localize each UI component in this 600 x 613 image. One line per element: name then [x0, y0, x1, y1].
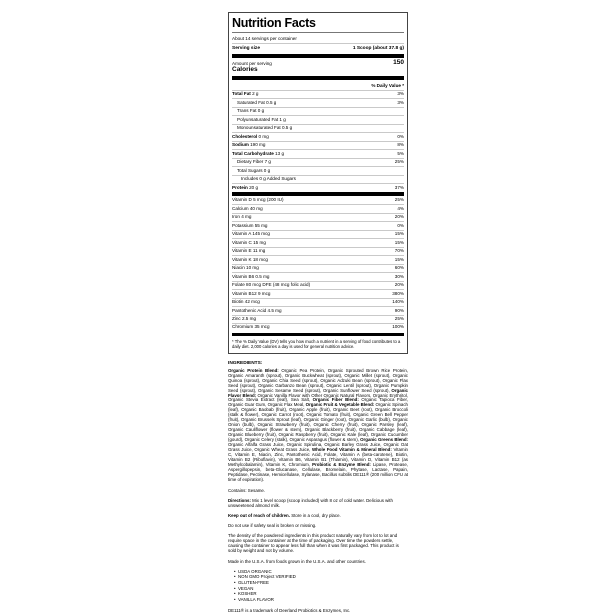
nutrient-row: Iron 4 mg 20% — [232, 213, 404, 221]
density-note: The density of the powdered ingredients in this product naturally vary from lot to lot and require space in the container at the time of packaging. Over time the powders settle, causing the container to appear less full than when it was first packaged. This product is sold by weight and not by volume. — [228, 533, 399, 554]
nutrient-row: Cholesterol 0 mg 0% — [232, 132, 404, 140]
amount-per-serving-label: Amount per serving — [232, 60, 272, 66]
calories-label: Calories — [232, 66, 258, 73]
keep-away-label: Keep out of reach of children. — [228, 512, 290, 518]
nutrient-row: Trans Fat 0 g — [232, 107, 404, 115]
contains-statement: Contains: Sesame. — [228, 487, 266, 493]
nutrient-row: Folate 80 mcg DFE (48 mcg folic acid) 20% — [232, 281, 404, 289]
directions-text: Mix 1 level scoop (scoop included) with 8 oz of cold water. Delicious with unsweetened almond milk. — [228, 497, 393, 508]
nutrient-row: Pantothenic Acid 4.5 mg 90% — [232, 306, 404, 314]
nutrient-row: Polyunsaturated Fat 1 g — [232, 115, 404, 123]
calories-value: 150 — [393, 59, 404, 66]
nutrient-row: Saturated Fat 0.5 g 3% — [232, 98, 404, 106]
nutrient-row: Total Sugars 0 g — [232, 166, 404, 174]
directions — [228, 498, 408, 508]
certification-badge: • NON GMO Project VERIFIED — [234, 574, 408, 580]
serving-size-value: 1 Scoop (about 37.8 g) — [352, 46, 404, 51]
macronutrient-rows — [232, 90, 404, 192]
certification-badge: • VEGAN — [234, 586, 408, 592]
nutrient-row: Vitamin B12 9 mcg 380% — [232, 289, 404, 297]
nutrition-label-panel — [228, 12, 408, 613]
daily-value-footnote: * The % Daily Value (DV) tells you how much a nutrient in a serving of food contributes to a daily diet. 2,000 calories a day is used for general nutrition advice. — [232, 338, 401, 349]
nutrition-facts-box — [228, 12, 408, 354]
certification-badge-list — [234, 569, 408, 603]
nutrient-row: Potassium 55 mg 0% — [232, 221, 404, 229]
ingredients-section — [228, 361, 408, 483]
divider-bar — [232, 333, 404, 336]
nutrient-row: Sodium 190 mg 8% — [232, 141, 404, 149]
nutrient-row: Vitamin D 5 mcg (200 IU) 25% — [232, 197, 404, 203]
nutrient-row: Vitamin K 18 mcg 15% — [232, 255, 404, 263]
certification-badge: • KOSHER — [234, 591, 408, 597]
trademark-note: DE111® is a trademark of Deerland Probiotics & Enzymes, Inc. — [228, 607, 351, 613]
nutrient-row: Calcium 40 mg 4% — [232, 204, 404, 212]
serving-size-row — [232, 44, 404, 54]
nutrient-row: Biotin 42 mcg 140% — [232, 298, 404, 306]
nutrient-row: Chromium 35 mcg 100% — [232, 323, 404, 331]
origin-note: Made in the U.S.A. from foods grown in the U.S.A. and other countries. — [228, 558, 366, 564]
nutrient-row: Total Fat 2 g 3% — [232, 90, 404, 98]
divider-bar — [232, 76, 404, 81]
servings-per-container: About 14 servings per container — [232, 33, 404, 44]
nutrition-facts-title: Nutrition Facts — [232, 15, 404, 33]
daily-value-header: % Daily Value * — [371, 83, 404, 88]
divider-bar — [232, 54, 404, 58]
ingredients-heading: INGREDIENTS: — [228, 360, 263, 366]
nutrient-row: Dietary Fiber 7 g 25% — [232, 158, 404, 166]
certification-badge: • GLUTEN-FREE — [234, 580, 408, 586]
seal-warning: Do not use if safety seal is broken or missing. — [228, 523, 317, 529]
nutrient-row: Includes 0 g Added Sugars — [232, 175, 404, 183]
nutrient-row: Vitamin B6 0.5 mg 30% — [232, 272, 404, 280]
nutrient-row: Protein 20 g 37% — [232, 183, 404, 191]
nutrient-row: Monounsaturated Fat 0.5 g — [232, 124, 404, 132]
micronutrient-rows — [232, 197, 404, 332]
ingredients-text: Organic Protein Blend: Organic Pea Protein, Organic Sprouted Brown Rice Protein, Organic Amaranth (sprout), Organic Buckwheat (sprout), Organic Millet (sprout), Organic Quinoa (sprout), Organic Chia Seed (sprout), Organic Adzuki Bean (sprout), Organic Flax Seed (sprout), Organic Garbanzo Bean (sprout), Organic Lentil (sprout), Organic Pumpkin Seed (sprout), Organic Sesame Seed (sprout), Organic Sunflower Seed (sprout), Organic Flavor Blend: Organic Vanilla Flavor with Other Organic Natural Flavors, Organic Erythritol, Organic Stevia Extract (leaf), Sea Salt, Organic Fiber Blend: Organic Tapioca Fiber, Organic Guar Gum, Organic Flax Meal, Organic Fruit & Vegetable Blend: Organic Spinach (leaf), Organic Baobab (fruit), Organic Apple (fruit), Organic Beet (root), Organic Broccoli (stalk & flower), Organic Carrot (root), Organic Tomato (fruit), Organic Green Bell Pepper (fruit), Organic Brussels Sprout (leaf), Organic Ginger (root), Organic Garlic (bulb), Organic Onion (bulb), Organic Strawberry (fruit), Organic Cherry (fruit), Organic Parsley (leaf), Organic Cauliflower (flower & stem), Organic Blackberry (fruit), Organic Cabbage (leaf), Organic Blueberry (fruit), Organic Raspberry (fruit), Organic Kale (leaf), Organic Cucumber (gourd), Organic Celery (stalk), Organic Asparagus (flower & stem), Organic Greens Blend: Organic Alfalfa Grass Juice, Organic Spirulina, Organic Barley Grass Juice, Organic Oat Grass Juice, Organic Wheat Grass Juice, Whole Food Vitamin & Mineral Blend: Vitamin C, Vitamin E, Niacin, Zinc, Pantothenic Acid, Folate, Vitamin A (beta-carotene), Biotin, Vitamin B2 (Riboflavin), Vitamin B6, Vitamin B1 (Thiamin), Vitamin D, Vitamin B12 (as Methylcobalamin), Vitamin K, Chromium, Probiotic & Enzyme Blend: Lipase, Protease, Aspergillopepsin, beta-Glucanase, Cellulase, Bromelain, Phytase, Lactase, Papain, Peptidase, Pectinase, Hemicellulase, Xylanase, Bacillus subtilis DE111® (200 million CFU at time of expiration). — [228, 367, 408, 482]
certification-badge: • VANILLA FLAVOR — [234, 597, 408, 603]
nutrient-row: Zinc 2.5 mg 25% — [232, 315, 404, 323]
nutrient-row: Vitamin A 145 mcg 15% — [232, 230, 404, 238]
nutrient-row: Total Carbohydrate 13 g 5% — [232, 149, 404, 157]
nutrient-row: Niacin 10 mg 60% — [232, 264, 404, 272]
storage-warning — [228, 513, 408, 518]
storage-text: Store in a cool, dry place. — [289, 512, 341, 518]
directions-label: Directions: — [228, 497, 251, 503]
nutrient-row: Vitamin C 15 mg 15% — [232, 238, 404, 246]
nutrient-row: Vitamin E 11 mg 70% — [232, 247, 404, 255]
serving-size-label: Serving size — [232, 46, 260, 51]
calories-row — [232, 59, 404, 67]
divider-bar — [232, 192, 404, 196]
certification-badge: • USDA ORGANIC — [234, 569, 408, 575]
